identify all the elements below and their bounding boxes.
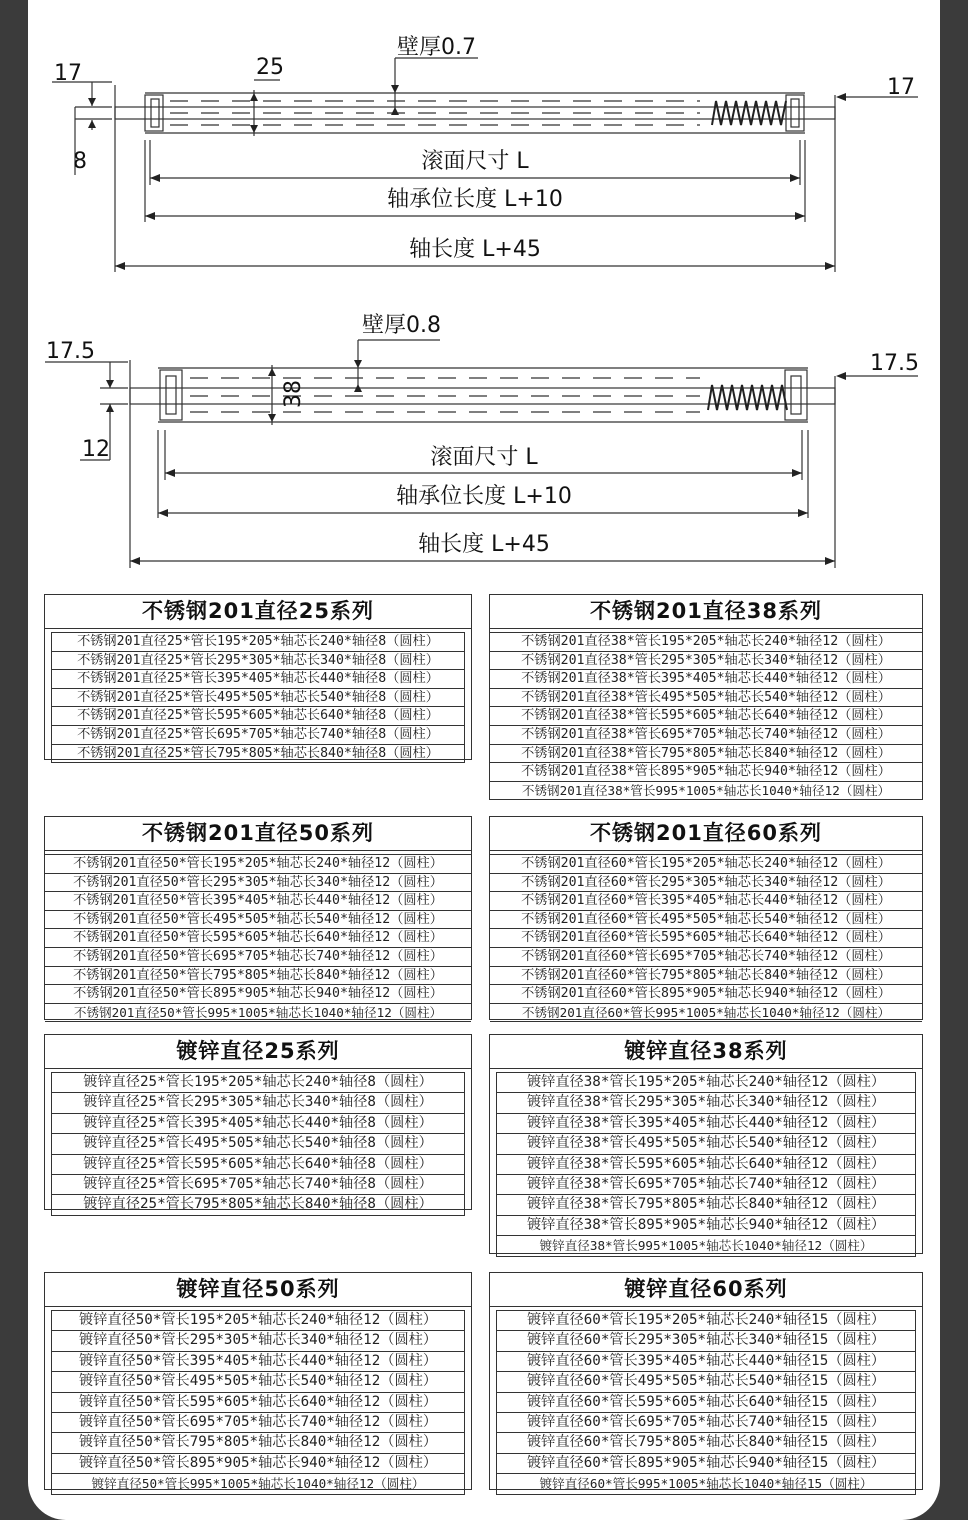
table-row: 不锈钢201直径38*管长295*305*轴芯长340*轴径12（圆柱）: [490, 652, 922, 671]
axle-length-label: 轴长度 L+45: [418, 532, 550, 557]
table-row: 不锈钢201直径38*管长795*805*轴芯长840*轴径12（圆柱）: [490, 745, 922, 764]
table-row: 镀锌直径60*管长695*705*轴芯长740*轴径15（圆柱）: [497, 1413, 915, 1433]
table-row: 镀锌直径25*管长195*205*轴芯长240*轴径8（圆柱）: [52, 1073, 464, 1093]
table-title: 不锈钢201直径38系列: [490, 595, 922, 629]
right-offset-label: 17.5: [870, 351, 919, 376]
table-row: 镀锌直径60*管长295*305*轴芯长340*轴径15（圆柱）: [497, 1331, 915, 1351]
table-row: 不锈钢201直径50*管长395*405*轴芯长440*轴径12（圆柱）: [45, 892, 471, 911]
table-row: 不锈钢201直径60*管长695*705*轴芯长740*轴径12（圆柱）: [490, 948, 922, 967]
spec-table-stainless-50: [44, 816, 472, 1020]
table-row: 镀锌直径25*管长395*405*轴芯长440*轴径8（圆柱）: [52, 1114, 464, 1134]
roller-diagram-25: [0, 0, 968, 290]
table-row: 镀锌直径25*管长695*705*轴芯长740*轴径8（圆柱）: [52, 1175, 464, 1195]
diameter-label: 25: [256, 55, 284, 80]
table-row: 不锈钢201直径38*管长595*605*轴芯长640*轴径12（圆柱）: [490, 707, 922, 726]
table-row: 镀锌直径60*管长195*205*轴芯长240*轴径15（圆柱）: [497, 1311, 915, 1331]
table-row: 镀锌直径50*管长595*605*轴芯长640*轴径12（圆柱）: [52, 1393, 464, 1413]
bearing-length-label: 轴承位长度 L+10: [387, 187, 563, 212]
table-row: 不锈钢201直径38*管长995*1005*轴芯长1040*轴径12（圆柱）: [490, 782, 922, 801]
spec-table-galvanized-25: [44, 1034, 472, 1213]
table-row: 镀锌直径25*管长795*805*轴芯长840*轴径8（圆柱）: [52, 1195, 464, 1215]
bearing-length-label: 轴承位长度 L+10: [396, 484, 572, 509]
table-row: 镀锌直径50*管长895*905*轴芯长940*轴径12（圆柱）: [52, 1454, 464, 1474]
table-row: 镀锌直径50*管长995*1005*轴芯长1040*轴径12（圆柱）: [52, 1474, 464, 1494]
table-row: 镀锌直径38*管长895*905*轴芯长940*轴径12（圆柱）: [497, 1216, 915, 1236]
spec-table-galvanized-38: [489, 1034, 923, 1254]
table-row: 不锈钢201直径50*管长795*805*轴芯长840*轴径12（圆柱）: [45, 967, 471, 986]
table-row: 不锈钢201直径60*管长795*805*轴芯长840*轴径12（圆柱）: [490, 967, 922, 986]
shaft-diameter-label: 8: [73, 149, 87, 174]
roller-drawing-38: [0, 290, 968, 580]
axle-length-label: 轴长度 L+45: [409, 237, 541, 262]
table-row: 镀锌直径50*管长695*705*轴芯长740*轴径12（圆柱）: [52, 1413, 464, 1433]
diameter-label: 38: [281, 380, 306, 408]
table-title: 镀锌直径60系列: [490, 1273, 922, 1307]
table-row: 镀锌直径38*管长695*705*轴芯长740*轴径12（圆柱）: [497, 1175, 915, 1195]
table-row: 不锈钢201直径50*管长495*505*轴芯长540*轴径12（圆柱）: [45, 911, 471, 930]
table-title: 不锈钢201直径50系列: [45, 817, 471, 851]
table-row: 镀锌直径60*管长495*505*轴芯长540*轴径15（圆柱）: [497, 1372, 915, 1392]
table-row: 不锈钢201直径25*管长295*305*轴芯长340*轴径8（圆柱）: [52, 652, 464, 671]
left-offset-label: 17.5: [46, 339, 95, 364]
table-title: 镀锌直径50系列: [45, 1273, 471, 1307]
table-row: 不锈钢201直径38*管长495*505*轴芯长540*轴径12（圆柱）: [490, 689, 922, 708]
table-title: 不锈钢201直径60系列: [490, 817, 922, 851]
table-row: 镀锌直径25*管长595*605*轴芯长640*轴径8（圆柱）: [52, 1155, 464, 1175]
table-row: 不锈钢201直径60*管长395*405*轴芯长440*轴径12（圆柱）: [490, 892, 922, 911]
table-row: 镀锌直径38*管长495*505*轴芯长540*轴径12（圆柱）: [497, 1134, 915, 1154]
table-row: 不锈钢201直径60*管长995*1005*轴芯长1040*轴径12（圆柱）: [490, 1004, 922, 1023]
spec-table-galvanized-50: [44, 1272, 472, 1490]
table-row: 不锈钢201直径50*管长195*205*轴芯长240*轴径12（圆柱）: [45, 855, 471, 874]
table-row: 不锈钢201直径50*管长695*705*轴芯长740*轴径12（圆柱）: [45, 948, 471, 967]
table-row: 不锈钢201直径50*管长895*905*轴芯长940*轴径12（圆柱）: [45, 985, 471, 1004]
table-row: 镀锌直径38*管长295*305*轴芯长340*轴径12（圆柱）: [497, 1093, 915, 1113]
wall-thickness-label: 壁厚0.7: [397, 35, 476, 60]
table-title: 镀锌直径25系列: [45, 1035, 471, 1069]
table-row: 镀锌直径60*管长595*605*轴芯长640*轴径15（圆柱）: [497, 1393, 915, 1413]
table-row: 镀锌直径38*管长595*605*轴芯长640*轴径12（圆柱）: [497, 1155, 915, 1175]
spec-table-stainless-60: [489, 816, 923, 1020]
table-row: 镀锌直径60*管长895*905*轴芯长940*轴径15（圆柱）: [497, 1454, 915, 1474]
table-row: 不锈钢201直径25*管长195*205*轴芯长240*轴径8（圆柱）: [52, 633, 464, 652]
table-row: 不锈钢201直径60*管长195*205*轴芯长240*轴径12（圆柱）: [490, 855, 922, 874]
roller-drawing-25: [0, 0, 968, 290]
spec-table-galvanized-60: [489, 1272, 923, 1490]
table-row: 镀锌直径50*管长495*505*轴芯长540*轴径12（圆柱）: [52, 1372, 464, 1392]
spec-table-stainless-38: [489, 594, 923, 800]
table-row: 镀锌直径50*管长795*805*轴芯长840*轴径12（圆柱）: [52, 1433, 464, 1453]
roll-surface-label: 滚面尺寸 L: [421, 149, 529, 174]
table-row: 镀锌直径38*管长395*405*轴芯长440*轴径12（圆柱）: [497, 1114, 915, 1134]
table-row: 不锈钢201直径25*管长795*805*轴芯长840*轴径8（圆柱）: [52, 745, 464, 764]
table-row: 镀锌直径25*管长495*505*轴芯长540*轴径8（圆柱）: [52, 1134, 464, 1154]
table-row: 不锈钢201直径25*管长495*505*轴芯长540*轴径8（圆柱）: [52, 689, 464, 708]
table-row: 不锈钢201直径25*管长695*705*轴芯长740*轴径8（圆柱）: [52, 726, 464, 745]
table-row: 不锈钢201直径38*管长395*405*轴芯长440*轴径12（圆柱）: [490, 670, 922, 689]
right-offset-label: 17: [887, 75, 915, 100]
table-row: 不锈钢201直径50*管长295*305*轴芯长340*轴径12（圆柱）: [45, 874, 471, 893]
shaft-diameter-label: 12: [82, 437, 110, 462]
table-row: 不锈钢201直径38*管长195*205*轴芯长240*轴径12（圆柱）: [490, 633, 922, 652]
table-row: 镀锌直径50*管长395*405*轴芯长440*轴径12（圆柱）: [52, 1352, 464, 1372]
table-row: 镀锌直径50*管长195*205*轴芯长240*轴径12（圆柱）: [52, 1311, 464, 1331]
table-row: 不锈钢201直径60*管长495*505*轴芯长540*轴径12（圆柱）: [490, 911, 922, 930]
table-row: 镀锌直径60*管长995*1005*轴芯长1040*轴径15（圆柱）: [497, 1474, 915, 1494]
table-row: 不锈钢201直径50*管长995*1005*轴芯长1040*轴径12（圆柱）: [45, 1004, 471, 1023]
table-title: 镀锌直径38系列: [490, 1035, 922, 1069]
table-row: 镀锌直径60*管长795*805*轴芯长840*轴径15（圆柱）: [497, 1433, 915, 1453]
wall-thickness-label: 壁厚0.8: [362, 313, 441, 338]
table-row: 镀锌直径60*管长395*405*轴芯长440*轴径15（圆柱）: [497, 1352, 915, 1372]
spec-table-stainless-25: [44, 594, 472, 760]
table-row: 不锈钢201直径38*管长895*905*轴芯长940*轴径12（圆柱）: [490, 763, 922, 782]
roller-diagram-38: [0, 290, 968, 580]
roll-surface-label: 滚面尺寸 L: [430, 445, 538, 470]
table-title: 不锈钢201直径25系列: [45, 595, 471, 629]
table-row: 不锈钢201直径60*管长295*305*轴芯长340*轴径12（圆柱）: [490, 874, 922, 893]
table-row: 不锈钢201直径25*管长395*405*轴芯长440*轴径8（圆柱）: [52, 670, 464, 689]
table-row: 不锈钢201直径50*管长595*605*轴芯长640*轴径12（圆柱）: [45, 929, 471, 948]
table-row: 不锈钢201直径60*管长895*905*轴芯长940*轴径12（圆柱）: [490, 985, 922, 1004]
table-row: 镀锌直径38*管长795*805*轴芯长840*轴径12（圆柱）: [497, 1195, 915, 1215]
table-row: 镀锌直径38*管长195*205*轴芯长240*轴径12（圆柱）: [497, 1073, 915, 1093]
table-row: 镀锌直径25*管长295*305*轴芯长340*轴径8（圆柱）: [52, 1093, 464, 1113]
left-offset-label: 17: [54, 61, 82, 86]
table-row: 不锈钢201直径38*管长695*705*轴芯长740*轴径12（圆柱）: [490, 726, 922, 745]
table-row: 镀锌直径50*管长295*305*轴芯长340*轴径12（圆柱）: [52, 1331, 464, 1351]
table-row: 镀锌直径38*管长995*1005*轴芯长1040*轴径12（圆柱）: [497, 1236, 915, 1256]
table-row: 不锈钢201直径60*管长595*605*轴芯长640*轴径12（圆柱）: [490, 929, 922, 948]
table-row: 不锈钢201直径25*管长595*605*轴芯长640*轴径8（圆柱）: [52, 707, 464, 726]
